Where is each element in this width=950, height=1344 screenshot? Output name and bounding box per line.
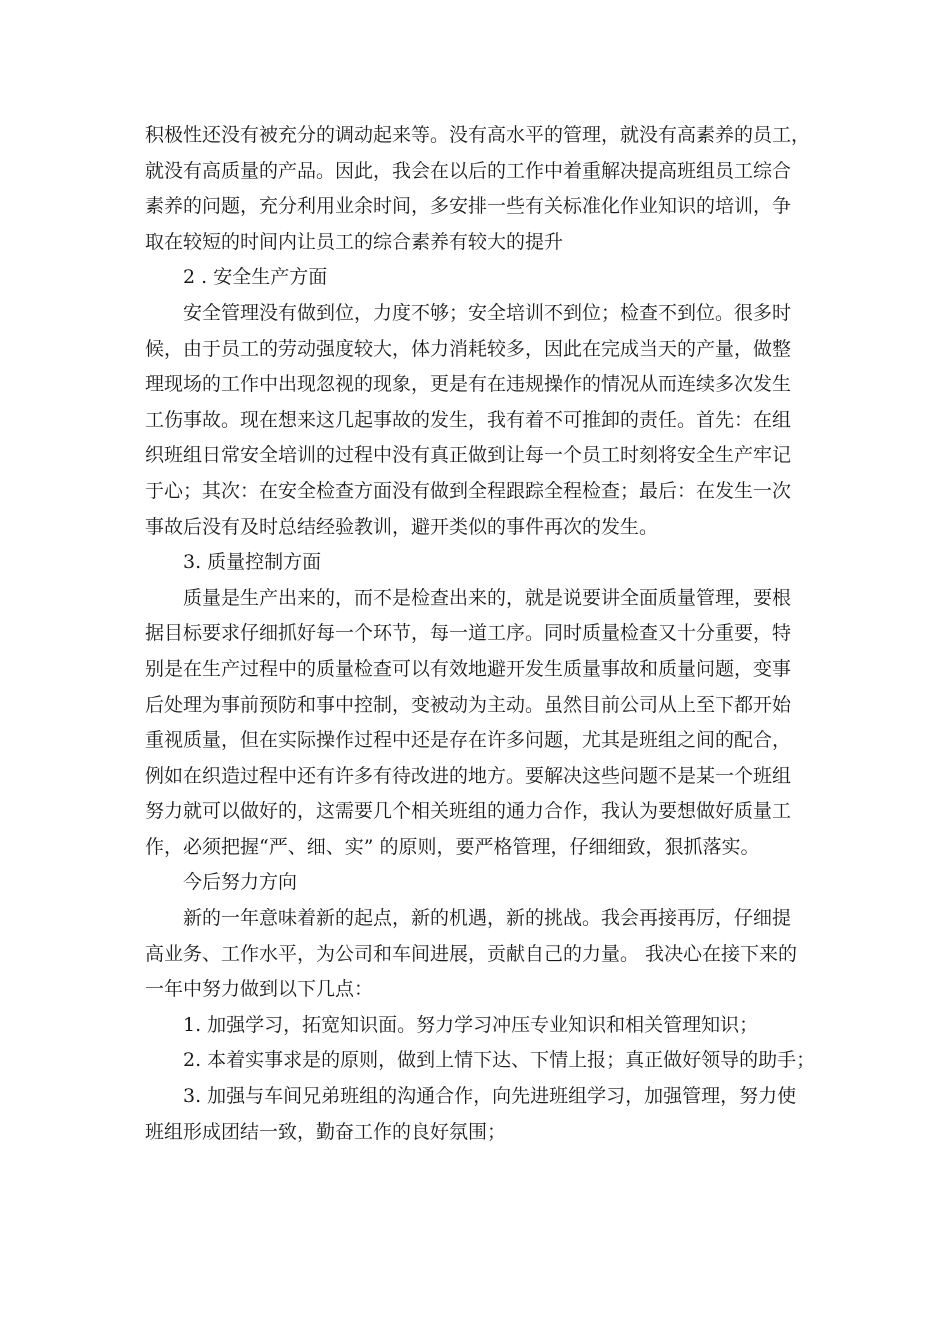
text-line: 2 . 安全生产方面 — [183, 266, 328, 289]
text-line: 质量是生产出来的，而不是检查出来的，就是说要讲全面质量管理，要根 — [183, 586, 792, 609]
text-line: 3. 质量控制方面 — [183, 551, 322, 574]
text-line: 候，由于员工的劳动强度较大，体力消耗较多，因此在完成当天的产量，做整 — [145, 337, 792, 360]
text-line: 今后努力方向 — [183, 871, 298, 894]
text-line: 努力就可以做好的，这需要几个相关班组的通力合作，我认为要想做好质量工 — [145, 800, 792, 823]
text-line: 别是在生产过程中的质量检查可以有效地避开发生质量事故和质量问题，变事 — [145, 657, 792, 680]
text-line: 班组形成团结一致，勤奋工作的良好氛围； — [145, 1120, 507, 1143]
text-line: 安全管理没有做到位，力度不够；安全培训不到位；检查不到位。很多时 — [183, 301, 792, 324]
text-line: 后处理为事前预防和事中控制，变被动为主动。虽然目前公司从上至下都开始 — [145, 693, 792, 716]
text-line: 2. 本着实事求是的原则，做到上情下达、下情上报；真正做好领导的助手； — [183, 1049, 816, 1072]
text-line: 事故后没有及时总结经验教训，避开类似的事件再次的发生。 — [145, 515, 659, 538]
text-line: 理现场的工作中出现忽视的现象，更是有在违规操作的情况从而连续多次发生 — [145, 373, 792, 396]
text-line: 素养的问题，充分利用业余时间，多安排一些有关标准化作业知识的培训，争 — [145, 195, 792, 218]
text-line: 重视质量，但在实际操作过程中还是存在许多问题，尤其是班组之间的配合， — [145, 729, 792, 752]
text-line: 1. 加强学习，拓宽知识面。努力学习冲压专业知识和相关管理知识； — [183, 1013, 759, 1036]
text-line: 工伤事故。现在想来这几起事故的发生，我有着不可推卸的责任。首先：在组 — [145, 408, 792, 431]
text-line: 织班组日常安全培训的过程中没有真正做到让每一个员工时刻将安全生产牢记 — [145, 444, 792, 467]
text-line: 例如在织造过程中还有许多有待改进的地方。要解决这些问题不是某一个班组 — [145, 764, 792, 787]
text-line: 于心；其次：在安全检查方面没有做到全程跟踪全程检查；最后：在发生一次 — [145, 479, 792, 502]
text-line: 取在较短的时间内让员工的综合素养有较大的提升 — [145, 230, 564, 253]
text-line: 一年中努力做到以下几点： — [145, 978, 374, 1001]
text-line: 据目标要求仔细抓好每一个环节，每一道工序。同时质量检查又十分重要，特 — [145, 622, 792, 645]
text-line: 高业务、工作水平，为公司和车间进展，贡献自己的力量。 我决心在接下来的 — [145, 942, 798, 965]
text-line: 积极性还没有被充分的调动起来等。没有高水平的管理，就没有高素养的员工， — [145, 124, 811, 146]
text-line: 作，必须把握“严、细、实” 的原则，要严格管理，仔细细致，狠抓落实。 — [145, 835, 760, 858]
document-body — [145, 118, 816, 1150]
text-line: 就没有高质量的产品。因此，我会在以后的工作中着重解决提高班组员工综合 — [145, 159, 792, 182]
text-line: 3. 加强与车间兄弟班组的沟通合作，向先进班组学习，加强管理，努力使 — [183, 1085, 797, 1108]
text-line: 新的一年意味着新的起点，新的机遇，新的挑战。我会再接再厉，仔细提 — [183, 907, 792, 930]
